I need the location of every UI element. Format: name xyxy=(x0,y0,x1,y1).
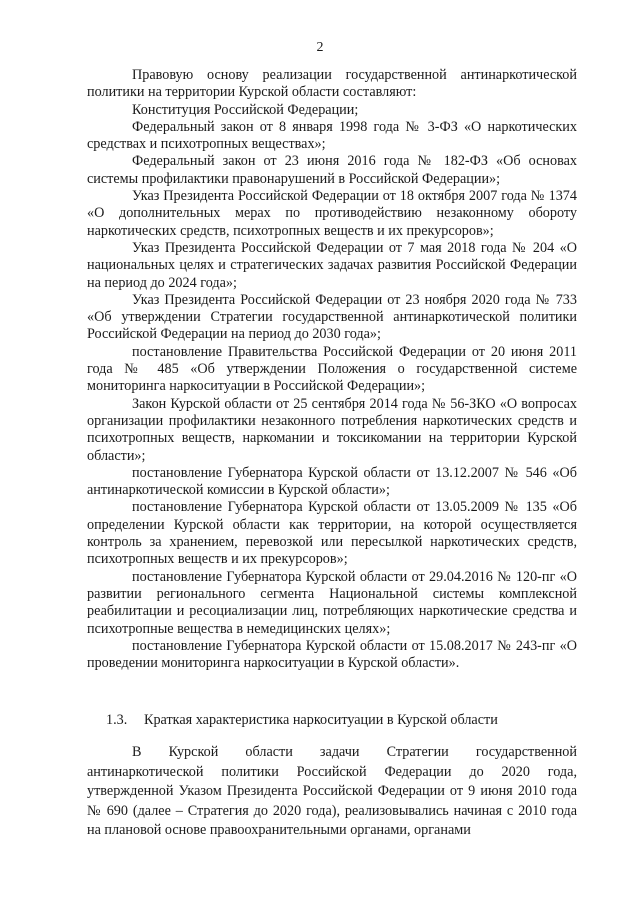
paragraph: В Курской области задачи Стратегии государственной антинаркотической политики Российской Федерации до 2020 года, утвержденной Указом Президента Российской Федерации от 9 июня 2010 года № 690 (далее – Стратегия до 2020 года), реализовывались начиная с 2010 года на плановой основе правоохранительными органами, органами xyxy=(87,744,577,839)
legal-basis-list xyxy=(87,67,577,672)
page-number: 2 xyxy=(316,40,324,55)
paragraph: Указ Президента Российской Федерации от 18 октября 2007 года № 1374 «О дополнительных мерах по противодействию незаконному обороту наркотических средств, психотропных веществ и их прекурсоров»; xyxy=(87,188,577,239)
section-title: Краткая характеристика наркоситуации в Курской области xyxy=(144,712,498,728)
paragraph: постановление Правительства Российской Федерации от 20 июня 2011 года № 485 «Об утверждении Положения о государственной системе мониторинга наркоситуации в Российской Федерации»; xyxy=(87,343,577,395)
paragraph: постановление Губернатора Курской области от 15.08.2017 № 243-пг «О проведении мониторинга наркоситуации в Курской области». xyxy=(87,637,577,672)
paragraph: Правовую основу реализации государственной антинаркотической политики на территории Курской области составляют: xyxy=(87,67,577,101)
section-number: 1.3. xyxy=(106,712,128,728)
paragraph: Конституция Российской Федерации; xyxy=(132,101,359,118)
section-body xyxy=(87,743,577,841)
paragraph: Указ Президента Российской Федерации от 23 ноября 2020 года № 733 «Об утверждении Стратегии государственной антинаркотической политики Российской Федерации на период до 2030 года»; xyxy=(87,291,577,343)
paragraph: Закон Курской области от 25 сентября 2014 года № 56-ЗКО «О вопросах организации профилактики незаконного потребления наркотических средств и психотропных веществ, наркомании и токсикомании на территории Курской области»; xyxy=(87,395,577,464)
paragraph: постановление Губернатора Курской области от 13.05.2009 № 135 «Об определении Курской области как территории, на которой осуществляется контроль за хранением, перевозкой или пересылкой наркотических средств, психотропных веществ и их прекурсоров»; xyxy=(87,499,577,568)
paragraph: Указ Президента Российской Федерации от 7 мая 2018 года № 204 «О национальных целях и стратегических задачах развития Российской Федерации на период до 2024 года»; xyxy=(87,239,577,291)
paragraph: постановление Губернатора Курской области от 13.12.2007 № 546 «Об антинаркотической комиссии в Курской области»; xyxy=(87,464,577,499)
section-heading xyxy=(106,712,576,729)
paragraph: Федеральный закон от 8 января 1998 года № 3-ФЗ «О наркотических средствах и психотропных веществах»; xyxy=(87,118,577,153)
paragraph: постановление Губернатора Курской области от 29.04.2016 № 120-пг «О развитии регионального сегмента Национальной системы комплексной реабилитации и ресоциализации лиц, потребляющих наркотические средства и психотропные вещества в немедицинских целях»; xyxy=(87,568,577,637)
paragraph: Федеральный закон от 23 июня 2016 года № 182-ФЗ «Об основах системы профилактики правонарушений в Российской Федерации»; xyxy=(87,153,577,187)
